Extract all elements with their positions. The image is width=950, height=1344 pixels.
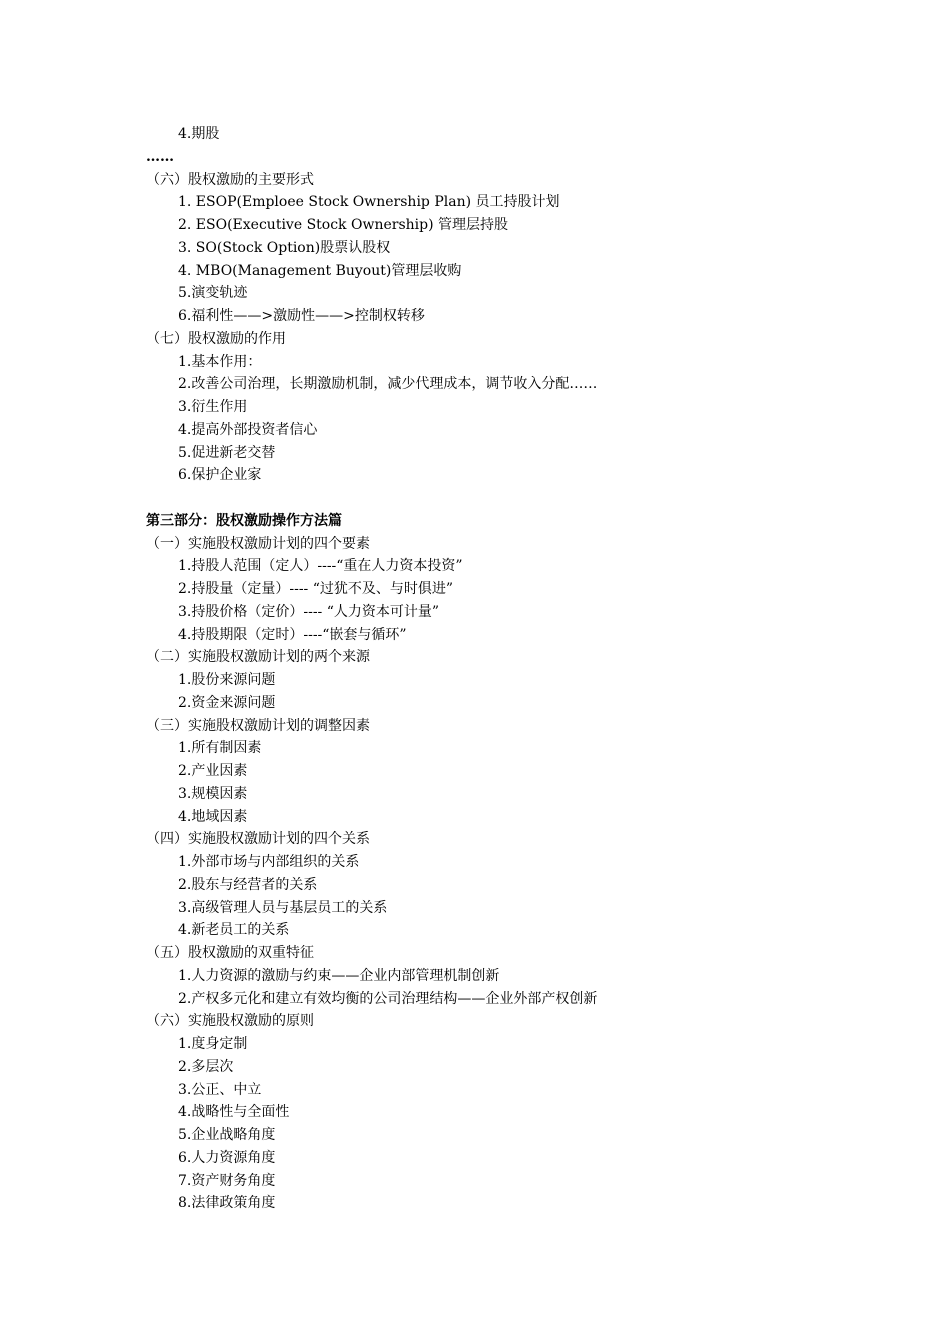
list-item: 1.持股人范围（定人）----“重在人力资本投资” [178, 558, 463, 575]
list-item: 1.所有制因素 [178, 740, 262, 757]
section-heading: 第三部分：股权激励操作方法篇 [146, 512, 342, 529]
section-heading: （一）实施股权激励计划的四个要素 [146, 535, 370, 552]
list-item: 4. MBO(Management Buyout)管理层收购 [178, 262, 462, 279]
list-item: 4.地域因素 [178, 808, 248, 825]
list-item: 4.持股期限（定时）----“嵌套与循环” [178, 626, 407, 643]
list-item: 5.演变轨迹 [178, 285, 248, 302]
list-item: 2.改善公司治理，长期激励机制，减少代理成本，调节收入分配…… [178, 376, 598, 393]
list-item: 2.持股量（定量）---- “过犹不及、与时俱进” [178, 581, 454, 597]
section-heading: （七）股权激励的作用 [146, 330, 286, 347]
section-heading: （三）实施股权激励计划的调整因素 [146, 717, 370, 734]
list-item: 3.衍生作用 [178, 399, 248, 415]
list-item: 4.期股 [178, 126, 220, 142]
section-heading: （二）实施股权激励计划的两个来源 [146, 649, 370, 666]
section-heading: （六）实施股权激励的原则 [146, 1013, 314, 1030]
list-item: 8.法律政策角度 [178, 1195, 276, 1212]
section-heading: （四）实施股权激励计划的四个关系 [146, 831, 370, 848]
list-item: 1.基本作用： [178, 353, 262, 370]
list-item: 4.战略性与全面性 [178, 1104, 290, 1121]
list-item: 1.外部市场与内部组织的关系 [178, 854, 360, 870]
list-item: 1. ESOP(Emploee Stock Ownership Plan) 员工持股计划 [178, 194, 560, 211]
list-item: 1.股份来源问题 [178, 672, 276, 688]
section-heading: （五）股权激励的双重特征 [146, 945, 314, 961]
list-item: 3.高级管理人员与基层员工的关系 [178, 899, 388, 916]
list-item: 3.持股价格（定价）---- “人力资本可计量” [178, 603, 440, 620]
list-item: 6.福利性——>激励性——>控制权转移 [178, 308, 425, 324]
list-item: 1.人力资源的激励与约束——企业内部管理机制创新 [178, 967, 500, 984]
list-item: 3.规模因素 [178, 785, 248, 802]
list-item: 3.公正、中立 [178, 1081, 262, 1098]
list-item: 5.企业战略角度 [178, 1127, 276, 1143]
list-item: 2.资金来源问题 [178, 694, 276, 711]
list-item: 6.保护企业家 [178, 467, 262, 484]
list-item: 4.新老员工的关系 [178, 922, 290, 939]
list-item: 2.产业因素 [178, 763, 248, 779]
list-item: 7.资产财务角度 [178, 1172, 276, 1189]
list-item: 5.促进新老交替 [178, 444, 276, 461]
list-item: 2.股东与经营者的关系 [178, 876, 318, 893]
list-item: 2.多层次 [178, 1058, 234, 1075]
list-item: 3. SO(Stock Option)股票认股权 [178, 239, 391, 256]
list-item: 6.人力资源角度 [178, 1149, 276, 1166]
section-heading: （六）股权激励的主要形式 [146, 171, 314, 188]
list-item: 2.产权多元化和建立有效均衡的公司治理结构——企业外部产权创新 [178, 990, 598, 1007]
list-item: 4.提高外部投资者信心 [178, 421, 318, 438]
list-item: 2. ESO(Executive Stock Ownership) 管理层持股 [178, 217, 508, 233]
section-heading: …… [146, 148, 174, 165]
list-item: 1.度身定制 [178, 1036, 248, 1052]
